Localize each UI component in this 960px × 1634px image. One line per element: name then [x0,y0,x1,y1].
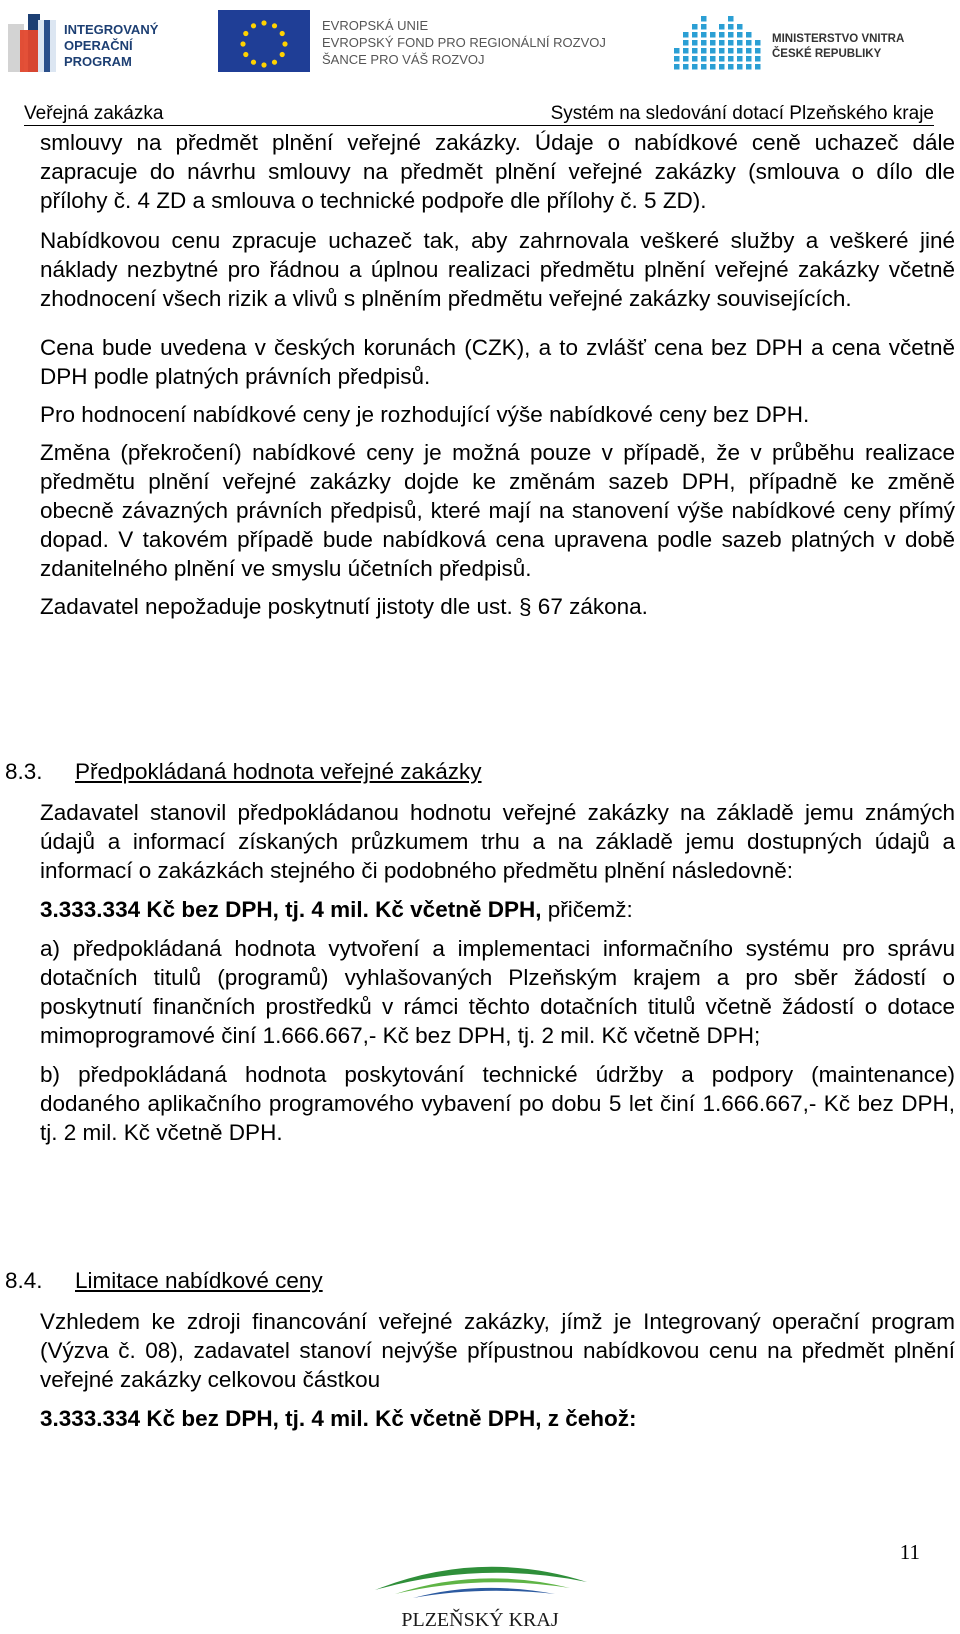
paragraph: smlouvy na předmět plnění veřejné zakázky. Údaje o nabídkové ceně uchazeč dále zapracuje do návrhu smlouvy na předmět plnění veřejné zakázky (smlouva o dílo dle přílohy č. 4 ZD a smlouva o technické podpoře dle přílohy č. 5 ZD). [40,130,955,213]
paragraph: Změna (překročení) nabídkové ceny je možná pouze v případě, že v průběhu realizace předmětu plnění veřejné zakázky dojde ke změnám sazeb DPH, případně ke změně obecně závazných právních předpisů, které mají na stanovení výše nabídkové ceny přímý dopad. V takovém případě bude nabídková cena upravena podle sazeb platných v době zdanitelného plnění ve smyslu účetních předpisů. [40,440,955,581]
section-title: Limitace nabídkové ceny [75,1268,323,1293]
price-line: 3.333.334 Kč bez DPH, tj. 4 mil. Kč včetně DPH, z čehož: [40,1406,637,1431]
eu-logo-line3: ŠANCE PRO VÁŠ ROZVOJ [322,52,485,67]
paragraph: Vzhledem ke zdroji financování veřejné zakázky, jímž je Integrovaný operační program (Výzva č. 08), zadavatel stanoví nejvýše přípustnou nabídkovou cenu na předmět plnění veřejné zakázky celkovou částkou [40,1309,955,1392]
section-heading-8-3 [5,757,482,786]
section-8-3-body [40,798,955,1147]
iop-logo-line3: PROGRAM [64,54,132,69]
footer-logo-text: PLZEŇSKÝ KRAJ [401,1609,559,1631]
page-number: 11 [899,1540,920,1564]
paragraph-b: b) předpokládaná hodnota poskytování technické údržby a podpory (maintenance) dodaného aplikačního programového vybavení po dobu 5 let činí 1.666.667,- Kč bez DPH, tj. 2 mil. Kč včetně DPH. [40,1062,955,1145]
header-divider [24,125,934,126]
section-number: 8.4. [5,1268,43,1293]
section-8-4-body [40,1307,955,1433]
header-left: Veřejná zakázka [24,103,164,124]
paragraph: Pro hodnocení nabídkové ceny je rozhodující výše nabídkové ceny bez DPH. [40,402,810,427]
section-heading-8-4 [5,1266,323,1295]
iop-logo-line2: OPERAČNÍ [64,38,133,53]
body-upper [40,128,955,621]
section-number: 8.3. [5,759,43,784]
mv-logo [672,12,917,72]
price-bold: 3.333.334 Kč bez DPH, tj. 4 mil. Kč včetně DPH, [40,897,542,922]
mv-logo-line2: ČESKÉ REPUBLIKY [772,48,882,60]
header-right: Systém na sledování dotací Plzeňského kraje [550,103,934,124]
eu-logo-line2: EVROPSKÝ FOND PRO REGIONÁLNÍ ROZVOJ [322,35,606,50]
price-tail: přičemž: [541,897,633,922]
plzensky-kraj-logo [355,1552,605,1632]
eu-logo-line1: EVROPSKÁ UNIE [322,18,429,33]
price-line [40,895,955,924]
logo-bar [0,0,960,95]
paragraph-a: a) předpokládaná hodnota vytvoření a implementaci informačního systému pro správu dotačních titulů (programů) vyhlašovaných Plzeňským krajem a pro sběr žádostí o poskytnutí finančních prostředků v rámci těchto dotačních titulů včetně žádostí o dotace mimoprogramové činí 1.666.667,- Kč bez DPH, tj. 2 mil. Kč včetně DPH; [40,936,955,1048]
paragraph: Nabídkovou cenu zpracuje uchazeč tak, aby zahrnovala veškeré služby a veškeré jiné náklady nezbytné pro řádnou a úplnou realizaci předmětu plnění veřejné zakázky včetně zhodnocení všech rizik a vlivů s plněním předmětu veřejné zakázky souvisejících. [40,228,955,311]
eu-logo [218,10,633,76]
paragraph: Zadavatel nepožaduje poskytnutí jistoty dle ust. § 67 zákona. [40,594,648,619]
paragraph: Cena bude uvedena v českých korunách (CZK), a to zvlášť cena bez DPH a cena včetně DPH podle platných právních předpisů. [40,335,955,389]
mv-logo-line1: MINISTERSTVO VNITRA [772,33,905,45]
paragraph: Zadavatel stanovil předpokládanou hodnotu veřejné zakázky na základě jemu známých údajů a informací získaných průzkumem trhu a na základě jemu dostupných údajů a informací o zakázkách stejného či podobného předmětu plnění následovně: [40,800,955,883]
dot-grid-icon [674,16,761,70]
iop-logo [8,10,188,76]
iop-logo-line1: INTEGROVANÝ [64,22,159,37]
section-title: Předpokládaná hodnota veřejné zakázky [75,759,482,784]
